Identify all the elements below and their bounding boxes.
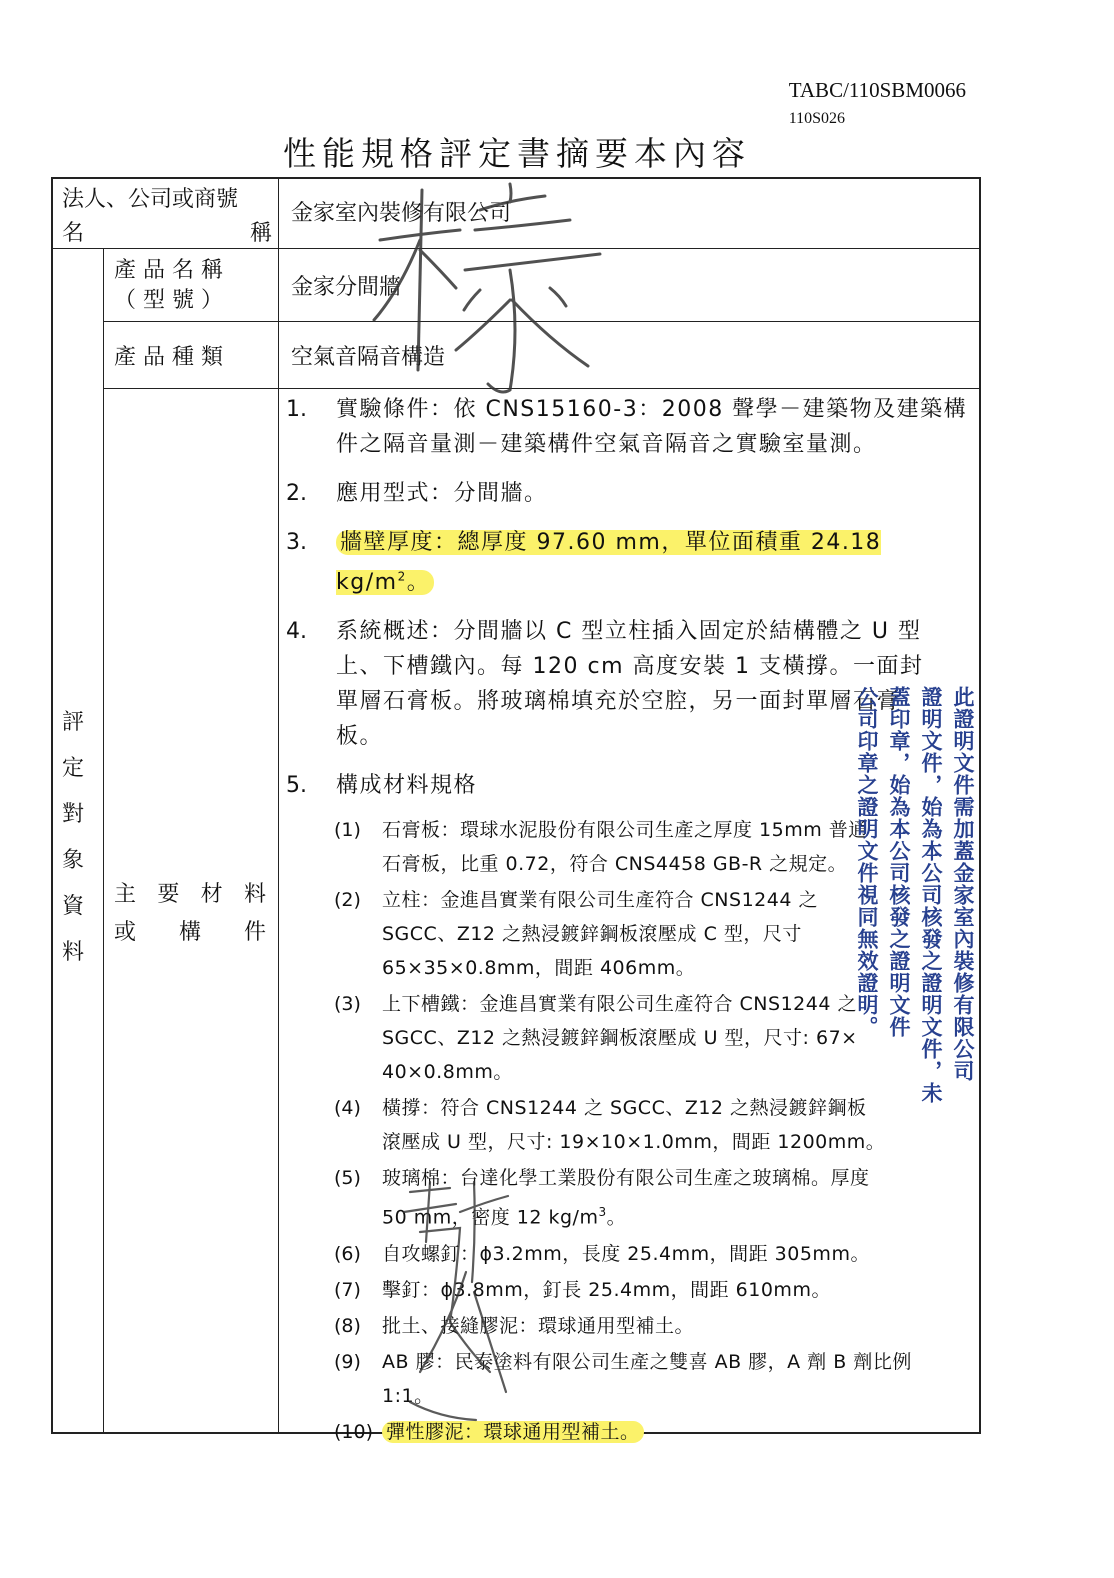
stamp-note-column: 公司印章之證明文件視同無效證明。 xyxy=(855,686,879,1038)
sub-item-text: 擊釘：ϕ3.8mm，釘長 25.4mm，間距 610mm。 xyxy=(382,1278,831,1301)
sub-item-number: (7) xyxy=(334,1278,361,1301)
side-label-char: 對 xyxy=(62,802,85,827)
sub-item-text: 立柱：金進昌實業有限公司生產符合 CNS1244 之 SGCC、Z12 之熱浸鍍鋅鋼板滾壓成 C 型，尺寸 65×35×0.8mm，間距 406mm。 xyxy=(382,889,818,980)
reviewer-stamp-icon xyxy=(390,1172,520,1432)
company-value: 金家室內裝修有限公司 xyxy=(291,201,512,226)
stamp-note-column: 證明文件，始為本公司核發之證明文件，未 xyxy=(919,686,943,1104)
sub-item-number: (8) xyxy=(334,1314,361,1337)
product-type-value: 空氣音隔音構造 xyxy=(291,345,446,370)
stamp-note-column: 蓋印章，始為本公司核發之證明文件 xyxy=(887,686,911,1038)
company-label xyxy=(62,183,272,251)
side-label-char: 料 xyxy=(62,940,85,965)
glass-wool-text: 玻璃棉：台達化學工業股份有限公司生產之玻璃棉。厚度 50 mm，密度 12 kg/m xyxy=(382,1167,870,1229)
superscript: 2 xyxy=(397,570,407,584)
company-label-line1: 法人、公司或商號 xyxy=(62,187,239,212)
side-label-char: 評 xyxy=(62,710,85,735)
list-item xyxy=(286,476,976,511)
item-number: 1. xyxy=(286,397,307,422)
side-label-char: 象 xyxy=(62,848,85,873)
product-name-value: 金家分間牆 xyxy=(291,275,402,300)
sub-item-text-highlighted: 彈性膠泥：環球通用型補土。 xyxy=(382,1421,644,1443)
product-name-label-line2: （ 型 號 ） xyxy=(114,288,223,313)
item-text: 構成材料規格 xyxy=(336,773,478,799)
sub-item-text: 橫撐：符合 CNS1244 之 SGCC、Z12 之熱浸鍍鋅鋼板滾壓成 U 型，尺寸: 19×10×1.0mm，間距 1200mm。 xyxy=(382,1097,886,1154)
sub-item-text: 石膏板：環球水泥股份有限公司生產之厚度 15mm 普通石膏板，比重 0.72，符合 CNS4458 GB-R 之規定。 xyxy=(382,819,868,876)
sub-item-number: (6) xyxy=(334,1242,361,1265)
product-type-label: 產 品 種 類 xyxy=(114,345,223,370)
sub-item-number: (9) xyxy=(334,1350,361,1373)
certification-stamp-note xyxy=(855,686,978,1196)
sub-item-number: (1) xyxy=(334,819,361,842)
materials-label-char: 主 xyxy=(114,882,137,907)
page-title: 性能規格評定書摘要本內容 xyxy=(283,134,751,173)
materials-label-char: 件 xyxy=(243,920,266,945)
company-label-part: 稱 xyxy=(249,221,272,246)
item-number: 4. xyxy=(286,619,307,645)
document-number: TABC/110SBM0066 xyxy=(788,78,966,102)
item-text-highlighted xyxy=(336,525,976,600)
sub-item-text: 自攻螺釘：ϕ3.2mm，長度 25.4mm，間距 305mm。 xyxy=(382,1242,870,1265)
materials-label xyxy=(114,876,266,952)
sample-watermark-icon xyxy=(360,170,620,410)
company-label-part: 名 xyxy=(62,221,85,246)
materials-label-char: 要 xyxy=(157,882,180,907)
superscript: 3 xyxy=(598,1205,607,1220)
document-subnumber: 110S026 xyxy=(788,110,846,128)
materials-label-char: 材 xyxy=(200,882,223,907)
product-name-label xyxy=(114,256,266,316)
materials-label-line1 xyxy=(114,876,266,914)
sub-item-number: (10) xyxy=(334,1420,374,1443)
side-label-char: 定 xyxy=(62,756,85,781)
stamp-note-column: 此證明文件需加蓋金家室內裝修有限公司 xyxy=(951,686,975,1082)
wall-thickness-text: 牆壁厚度：總厚度 97.60 mm，單位面積重 24.18 kg/m xyxy=(336,530,882,596)
materials-label-char: 構 xyxy=(178,920,201,945)
materials-label-char: 或 xyxy=(114,920,137,945)
sub-item-text: 批土、接縫膠泥：環球通用型補土。 xyxy=(382,1314,695,1337)
column-divider xyxy=(278,177,279,1434)
punctuation: 。 xyxy=(606,1206,627,1229)
sub-item-text: 上下槽鐵：金進昌實業有限公司生產符合 CNS1244 之 SGCC、Z12 之熱浸鍍鋅鋼板滾壓成 U 型，尺寸: 67× 40×0.8mm。 xyxy=(382,993,858,1084)
materials-label-char: 料 xyxy=(243,882,266,907)
side-label-char: 資 xyxy=(62,894,85,919)
sub-item-number: (3) xyxy=(334,993,361,1016)
punctuation: 。 xyxy=(406,570,431,596)
sub-item-number: (2) xyxy=(334,889,361,912)
column-divider xyxy=(103,248,104,1434)
item-text: 實驗條件：依 CNS15160-3：2008 聲學－建築物及建築構件之隔音量測－建築構件空氣音隔音之實驗室量測。 xyxy=(336,397,968,457)
sub-item-number: (4) xyxy=(334,1097,361,1120)
materials-label-line2 xyxy=(114,914,266,952)
item-text: 系統概述：分間牆以 C 型立柱插入固定於結構體之 U 型上、下槽鐵內。每 120 cm 高度安裝 1 支橫撐。一面封單層石膏板。將玻璃棉填充於空腔，另一面封單層石膏板。 xyxy=(336,619,924,750)
sub-item-number: (5) xyxy=(334,1167,361,1190)
item-number: 5. xyxy=(286,773,307,799)
product-name-label-line1: 產 品 名 稱 xyxy=(114,258,223,283)
item-number: 3. xyxy=(286,530,307,555)
sub-item-text: AB 膠：民泰塗料有限公司生產之雙喜 AB 膠，A 劑 B 劑比例 1:1。 xyxy=(382,1350,912,1407)
item-number: 2. xyxy=(286,481,307,506)
item-text: 應用型式：分間牆。 xyxy=(336,481,548,506)
evaluation-subject-label xyxy=(62,700,86,976)
list-item xyxy=(286,525,976,600)
